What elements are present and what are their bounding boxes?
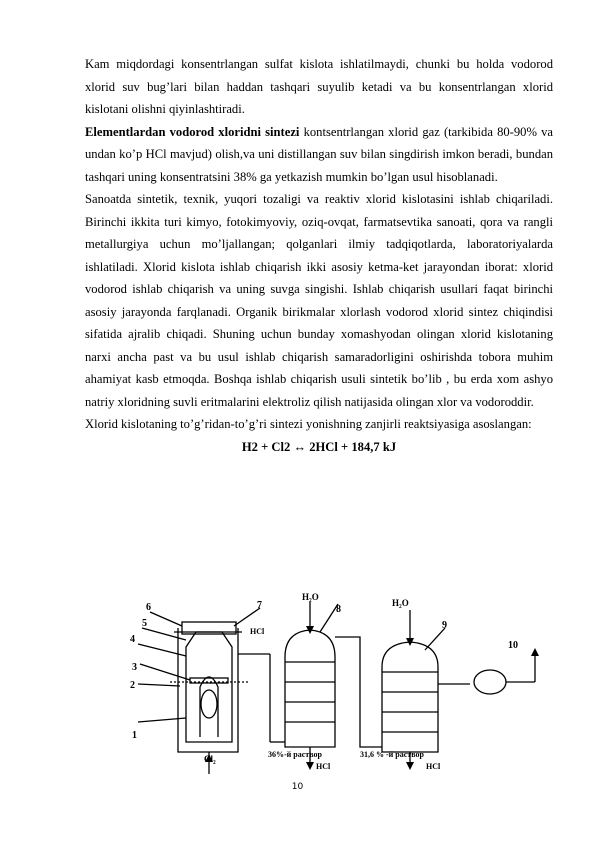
label-10: 10 xyxy=(508,640,518,651)
paragraph-3: Sanoatda sintetik, texnik, yuqori tozaligi va reaktiv xlorid kislotasini ishlab chiqariladi. Birinchi ikkita turi kimyo, fotokimyoviy, oziq-ovqat, farmatsevtika sanoati, qora va rangli metallurgiya uchun mo’ljallangan; qolganlari ilmiy tadqiqotlarda, laboratoriyalarda ishlatiladi. Xlorid kislota ishlab chiqarish ikki asosiy ketma-ket jarayondan iborat: xlorid vodorod ishlab chiqarish va uning suvga singishi. Ishlab chiqarish usullari faqat birinchi asosiy jarayonda farqlanadi. Organik birikmalar xlorlash vodorod xlorid sintez chiqindisi sifatida ajralib chiqadi. Shuning uchun bunday xomashyodan olingan xlorid kislotaning narxi ancha past va bu usul ishlab chiqarish samaradorligini oshirishda tobora muhim ahamiyat kasb etmoqda. Boshqa ishlab chiqarish usuli sintetik bo’lib , bu erda xom ashyo natriy xloridning suvli eritmalarini elektroliz qilish natijasida olingan xlor va vodoroddir. xyxy=(85,192,553,409)
arrow-out-1 xyxy=(306,762,314,770)
flame xyxy=(201,690,217,718)
label-5: 5 xyxy=(142,618,147,629)
paragraph-2-bold: Elementlardan vodorod xloridni sintezi xyxy=(85,124,300,139)
pump-10 xyxy=(474,670,506,694)
burner xyxy=(200,677,218,737)
paragraph-2-text: kontsentrlangan xlorid gaz (tarkibida 80-90% va undan ko’p HCl mavjud) olish,va uni distillangan suv bilan singdirish imkon beradi, bundan tashqari uning konsentratsini 38% ga yetkazish mumkin bo’lgan usul hisoblanadi. xyxy=(85,124,553,184)
arrow-pump-out xyxy=(531,648,539,656)
paragraph-4: Xlorid kislotaning to’g’ridan-to’g’ri sintezi yonishning zanjirli reaktsiyasiga asoslangan: xyxy=(85,417,532,431)
reaction-equation: H2 + Cl2 ↔ 2HCl + 184,7 kJ xyxy=(241,439,397,454)
label-8: 8 xyxy=(336,604,341,615)
furnace-inner xyxy=(186,632,232,742)
scheme-svg xyxy=(120,592,550,777)
label-9: 9 xyxy=(442,620,447,631)
label-2: 2 xyxy=(130,680,135,691)
label-1: 1 xyxy=(132,730,137,741)
page-number: 10 xyxy=(291,782,304,792)
absorber-9 xyxy=(382,642,438,752)
label-out2-line2: HCl xyxy=(426,762,441,771)
absorber-8 xyxy=(285,630,335,747)
label-h2o-1: H₂O xyxy=(302,592,319,602)
hcl-synthesis-scheme xyxy=(120,592,550,777)
label-h2o-2: H₂O xyxy=(392,598,409,608)
label-4: 4 xyxy=(130,634,135,645)
label-out1-line2: HCl xyxy=(316,762,331,771)
label-3: 3 xyxy=(132,662,137,673)
label-6: 6 xyxy=(146,602,151,613)
label-out2-line1: 31,6 % -й раствор xyxy=(360,750,424,759)
label-7: 7 xyxy=(257,600,262,611)
arrow-out-2 xyxy=(406,762,414,770)
label-out1-line1: 36%-й раствор xyxy=(268,750,322,759)
label-hcl-pipe: HCl xyxy=(250,627,265,636)
paragraph-2 xyxy=(85,121,553,189)
label-cl2: Cl₂ xyxy=(204,754,216,764)
page-body xyxy=(85,53,553,458)
paragraph-1: Kam miqdordagi konsentrlangan sulfat kislota ishlatilmaydi, chunki bu holda vodorod xlorid suv bug’lari bilan haddan tashqari suyulib ketadi va bu konsentrlangan xlorid kislotani olishni qiyinlashtiradi. xyxy=(85,57,553,116)
